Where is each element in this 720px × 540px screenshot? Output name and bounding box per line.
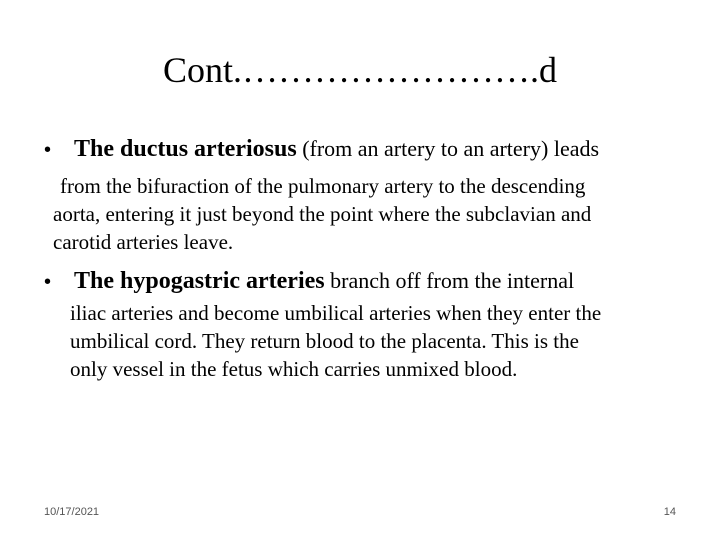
- bullet-ductus-arteriosus: [44, 134, 599, 165]
- bullet-first-line-text: (from an artery to an artery) leads: [302, 136, 600, 161]
- bullet-text-line: aorta, entering it just beyond the point where the subclavian and: [53, 202, 592, 226]
- footer-page-number: 14: [663, 506, 676, 518]
- bullet-hypogastric-arteries: [44, 266, 574, 297]
- bullet-marker: •: [44, 271, 52, 293]
- bullet-heading: The hypogastric arteries: [74, 268, 325, 294]
- footer-date: 10/17/2021: [44, 506, 100, 518]
- bullet-text-line: umbilical cord. They return blood to the placenta. This is the: [70, 329, 579, 353]
- bullet-heading: The ductus arteriosus: [74, 136, 297, 162]
- slide-title: Cont.…………………….d: [162, 50, 557, 90]
- bullet-marker: •: [44, 139, 52, 161]
- bullet-text-line: from the bifuraction of the pulmonary artery to the descending: [60, 174, 586, 198]
- bullet-text-line: iliac arteries and become umbilical arteries when they enter the: [70, 301, 602, 325]
- bullet-text-line: carotid arteries leave.: [53, 230, 234, 254]
- bullet-text-line: only vessel in the fetus which carries unmixed blood.: [70, 357, 518, 381]
- bullet-first-line-text: branch off from the internal: [330, 268, 575, 293]
